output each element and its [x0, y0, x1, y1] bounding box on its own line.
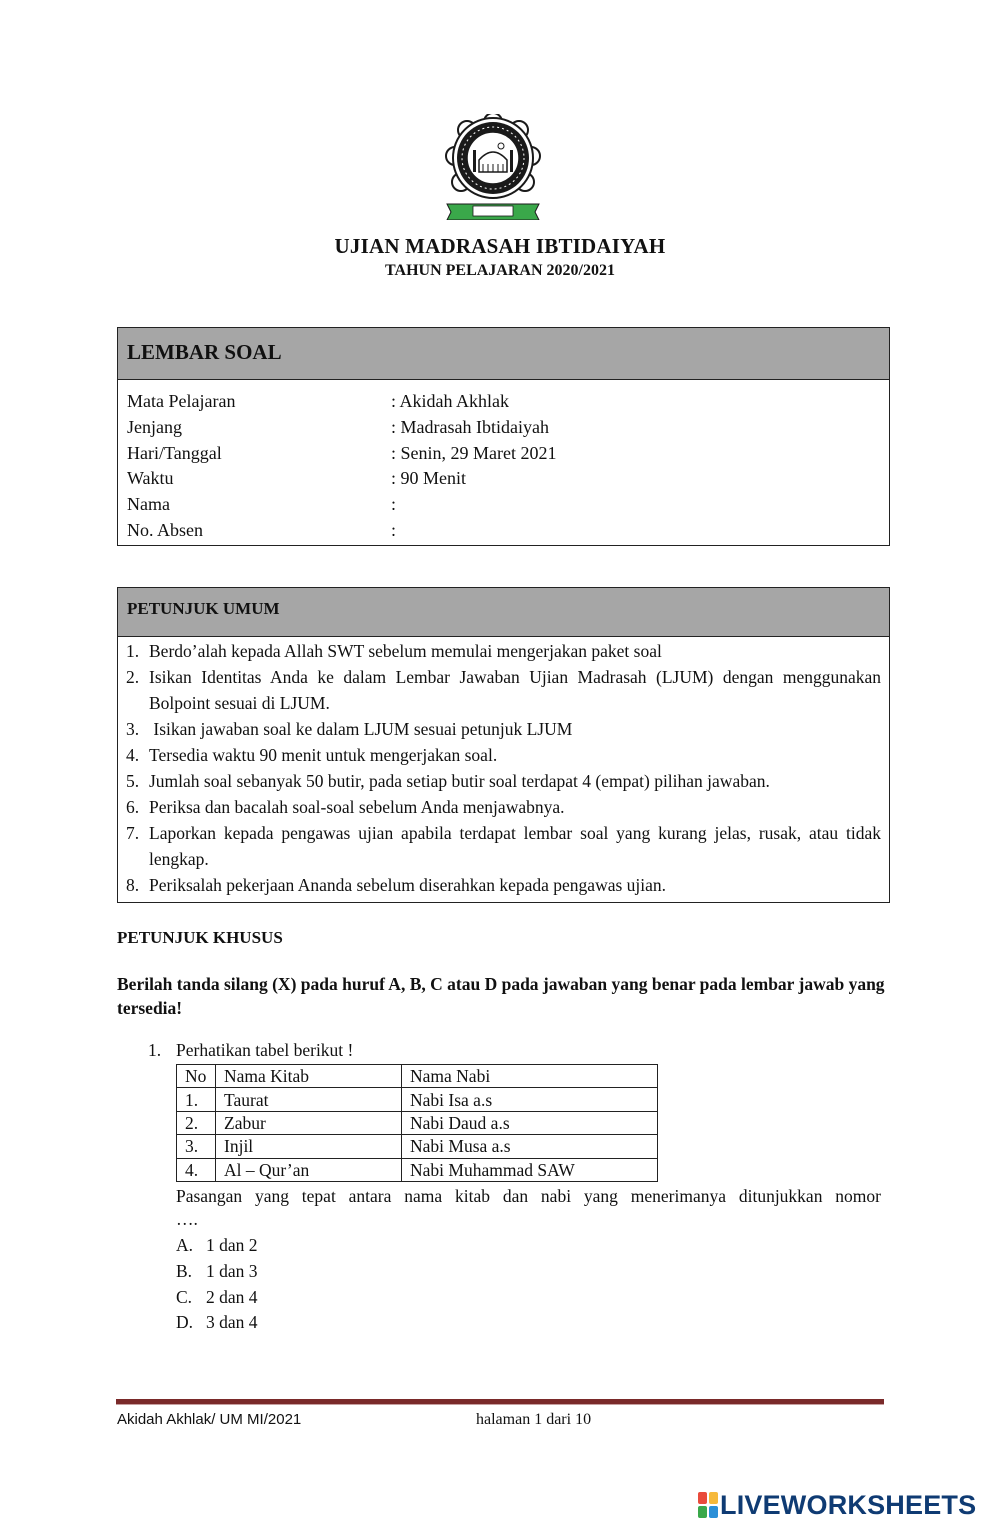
exam-title: UJIAN MADRASAH IBTIDAIYAH: [334, 234, 666, 258]
list-item: [126, 794, 881, 820]
info-row-name: [118, 492, 889, 518]
info-key: Mata Pelajaran: [127, 391, 236, 411]
list-item: [126, 742, 881, 768]
list-text: Laporkan kepada pengawas ujian apabila terdapat lembar soal yang kurang jelas, rusak, atau tidak lengkap.: [149, 823, 881, 869]
option-text: 3 dan 4: [206, 1312, 258, 1333]
list-number: 4.: [126, 745, 140, 765]
answer-instruction: Berilah tanda silang (X) pada huruf A, B, C atau D pada jawaban yang benar pada lembar jawab yang tersedia!: [117, 974, 885, 1018]
info-key: Waktu: [127, 468, 174, 489]
petunjuk-khusus-title: PETUNJUK KHUSUS: [117, 928, 283, 947]
option-d[interactable]: [176, 1310, 258, 1336]
table-row: [177, 1135, 658, 1158]
option-text: 1 dan 3: [206, 1260, 258, 1281]
exam-info-list: [118, 380, 889, 544]
footer-subject: Akidah Akhlak/ UM MI/2021: [117, 1411, 302, 1428]
table-cell: Zabur: [216, 1111, 402, 1134]
question-ellipsis: ….: [176, 1209, 198, 1229]
list-item: [126, 638, 881, 664]
info-row-date: [118, 441, 889, 467]
info-value: : Madrasah Ibtidaiyah: [391, 416, 549, 437]
info-row-subject: [118, 389, 889, 415]
footer-divider: [116, 1399, 884, 1405]
option-letter: A.: [176, 1235, 194, 1255]
info-key: No. Absen: [127, 519, 203, 540]
option-letter: D.: [176, 1312, 194, 1333]
petunjuk-umum-title: PETUNJUK UMUM: [118, 588, 889, 637]
kitab-nabi-table: [176, 1064, 658, 1182]
table-row: [177, 1158, 658, 1181]
list-item: [126, 716, 881, 742]
table-row: [177, 1111, 658, 1134]
petunjuk-umum-box: [117, 587, 890, 903]
info-value: : Akidah Akhlak: [391, 391, 509, 411]
list-text: Periksalah pekerjaan Ananda sebelum diserahkan kepada pengawas ujian.: [149, 875, 667, 895]
list-item: [126, 664, 881, 716]
table-cell: 3.: [177, 1135, 216, 1158]
answer-options: [176, 1233, 258, 1336]
list-number: 8.: [126, 875, 140, 895]
table-cell: Al – Qur’an: [216, 1158, 402, 1181]
table-cell: Nabi Musa a.s: [402, 1135, 658, 1158]
info-row-level: [118, 415, 889, 441]
option-text: 2 dan 4: [206, 1286, 258, 1307]
option-letter: B.: [176, 1260, 193, 1281]
list-item: [126, 820, 881, 872]
list-number: 2.: [126, 667, 140, 687]
list-number: 5.: [126, 771, 140, 791]
list-number: 3.: [126, 719, 140, 739]
table-cell: 4.: [177, 1158, 216, 1181]
option-letter: C.: [176, 1286, 193, 1307]
list-number: 7.: [126, 823, 140, 843]
info-value: : Senin, 29 Maret 2021: [391, 442, 557, 463]
school-logo-icon: [443, 114, 543, 220]
table-header-row: [177, 1065, 658, 1088]
info-row-time: [118, 466, 889, 492]
info-key: Nama: [127, 494, 170, 515]
option-b[interactable]: [176, 1259, 258, 1285]
option-c[interactable]: [176, 1285, 258, 1311]
info-value: :: [391, 494, 397, 515]
table-cell: Nabi Isa a.s: [402, 1088, 658, 1111]
list-text: Isikan Identitas Anda ke dalam Lembar Jawaban Ujian Madrasah (LJUM) dengan menggunakan Bolpoint sesuai di LJUM.: [149, 667, 881, 713]
lembar-soal-title: LEMBAR SOAL: [118, 328, 889, 380]
question-text: Pasangan yang tepat antara nama kitab dan nabi yang menerimanya ditunjukkan nomor: [176, 1186, 881, 1206]
question-number: 1.: [148, 1040, 162, 1060]
list-text: Berdo’alah kepada Allah SWT sebelum memulai mengerjakan paket soal: [149, 641, 662, 661]
list-text: Tersedia waktu 90 menit untuk mengerjakan soal.: [149, 745, 498, 765]
table-row: [177, 1088, 658, 1111]
list-item: [126, 768, 881, 794]
question-intro: Perhatikan tabel berikut !: [176, 1040, 354, 1060]
list-number: 1.: [126, 641, 140, 661]
liveworksheets-logo-icon: [697, 1491, 719, 1519]
liveworksheets-text: LIVEWORKSHEETS: [720, 1489, 977, 1520]
info-key: Hari/Tanggal: [127, 442, 222, 463]
list-text: Jumlah soal sebanyak 50 butir, pada setiap butir soal terdapat 4 (empat) pilihan jawaban.: [149, 771, 770, 791]
footer-page-number: halaman 1 dari 10: [476, 1411, 592, 1428]
liveworksheets-watermark[interactable]: [697, 1488, 976, 1522]
option-a[interactable]: [176, 1233, 258, 1259]
table-cell: Injil: [216, 1135, 402, 1158]
info-value: :: [391, 519, 397, 540]
table-cell: 1.: [177, 1088, 216, 1111]
rules-list: [118, 637, 889, 898]
column-header: Nama Nabi: [402, 1065, 658, 1088]
column-header: No: [177, 1065, 216, 1088]
info-key: Jenjang: [127, 416, 182, 437]
list-text: Isikan jawaban soal ke dalam LJUM sesuai petunjuk LJUM: [149, 719, 573, 739]
option-text: 1 dan 2: [206, 1235, 258, 1255]
table-cell: Taurat: [216, 1088, 402, 1111]
list-number: 6.: [126, 797, 140, 817]
table-cell: 2.: [177, 1111, 216, 1134]
list-item: [126, 872, 881, 898]
table-cell: Nabi Muhammad SAW: [402, 1158, 658, 1181]
column-header: Nama Kitab: [216, 1065, 402, 1088]
exam-year: TAHUN PELAJARAN 2020/2021: [385, 262, 615, 279]
list-text: Periksa dan bacalah soal-soal sebelum Anda menjawabnya.: [149, 797, 565, 817]
info-row-absen: [118, 518, 889, 544]
info-value: : 90 Menit: [391, 468, 466, 489]
lembar-soal-box: [117, 327, 890, 546]
table-cell: Nabi Daud a.s: [402, 1111, 658, 1134]
